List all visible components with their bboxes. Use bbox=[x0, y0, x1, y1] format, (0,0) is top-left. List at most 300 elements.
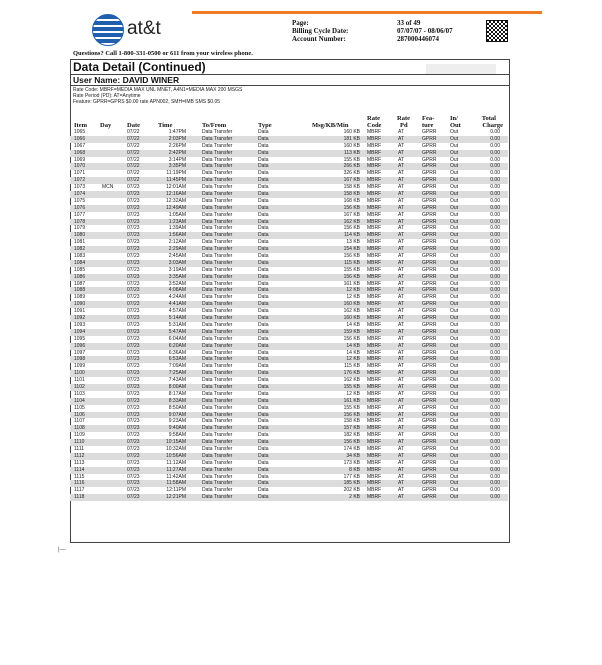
cell-msg-kb: 14 KB bbox=[346, 349, 360, 356]
cell-type: Data bbox=[258, 273, 269, 280]
cell-total: 0.00 bbox=[490, 370, 500, 377]
cell-to-from: Data Transfer bbox=[202, 349, 233, 356]
cell-feature: GPRR bbox=[422, 356, 437, 363]
cell-rate-code: MBRF bbox=[367, 439, 382, 446]
cell-total: 0.00 bbox=[490, 342, 500, 349]
cell-total: 0.00 bbox=[490, 487, 500, 494]
cell-date: 07/23 bbox=[127, 294, 140, 301]
cell-in-out: Out bbox=[450, 273, 459, 280]
cell-time: 7:25AM bbox=[168, 370, 186, 377]
col-date: Date bbox=[127, 122, 140, 129]
cell-rate-code: MBRF bbox=[367, 480, 382, 487]
cell-item: 1083 bbox=[74, 253, 86, 260]
cell-total: 0.00 bbox=[490, 232, 500, 239]
cell-msg-kb: 159 KB bbox=[343, 328, 360, 335]
cell-feature: GPRR bbox=[422, 135, 437, 142]
cell-date: 07/23 bbox=[127, 459, 140, 466]
table-row bbox=[70, 191, 508, 198]
cell-rate-code: MBRF bbox=[367, 149, 382, 156]
cell-date: 07/23 bbox=[127, 487, 140, 494]
cell-time: 2:03PM bbox=[168, 135, 186, 142]
cell-to-from: Data Transfer bbox=[202, 397, 233, 404]
cell-time: 3:35PM bbox=[168, 163, 186, 170]
cell-in-out: Out bbox=[450, 149, 459, 156]
cell-feature: GPRR bbox=[422, 487, 437, 494]
cell-msg-kb: 115 KB bbox=[343, 259, 360, 266]
cell-to-from: Data Transfer bbox=[202, 191, 233, 198]
table-row bbox=[70, 377, 508, 384]
cell-to-from: Data Transfer bbox=[202, 218, 233, 225]
cell-to-from: Data Transfer bbox=[202, 328, 233, 335]
cell-rate-pd: AT bbox=[398, 225, 405, 232]
cell-item: 1065 bbox=[74, 129, 86, 135]
cell-rate-pd: AT bbox=[398, 135, 405, 142]
cell-time: 4:57AM bbox=[168, 308, 186, 315]
cell-item: 1074 bbox=[74, 191, 86, 198]
col-rate-pd-2: Pd bbox=[400, 122, 408, 129]
cell-time: 4:08AM bbox=[168, 287, 186, 294]
cell-rate-code: MBRF bbox=[367, 225, 382, 232]
cell-rate-code: MBRF bbox=[367, 273, 382, 280]
cell-date: 07/23 bbox=[127, 315, 140, 322]
cell-total: 0.00 bbox=[490, 349, 500, 356]
cell-time: 5:47AM bbox=[168, 328, 186, 335]
cell-feature: GPRR bbox=[422, 363, 437, 370]
cell-total: 0.00 bbox=[490, 425, 500, 432]
cell-to-from: Data Transfer bbox=[202, 494, 233, 501]
cell-feature: GPRR bbox=[422, 432, 437, 439]
cell-to-from: Data Transfer bbox=[202, 370, 233, 377]
cell-rate-code: MBRF bbox=[367, 452, 382, 459]
cell-item: 1066 bbox=[74, 135, 86, 142]
cell-feature: GPRR bbox=[422, 149, 437, 156]
cell-rate-pd: AT bbox=[398, 349, 405, 356]
cell-rate-pd: AT bbox=[398, 321, 405, 328]
cell-rate-pd: AT bbox=[398, 480, 405, 487]
cell-msg-kb: 156 KB bbox=[343, 439, 360, 446]
cell-type: Data bbox=[258, 149, 269, 156]
col-inout-1: In/ bbox=[450, 115, 458, 122]
cell-rate-code: MBRF bbox=[367, 253, 382, 260]
cell-type: Data bbox=[258, 335, 269, 342]
cell-total: 0.00 bbox=[490, 184, 500, 191]
cell-time: 7:09AM bbox=[168, 363, 186, 370]
cell-item: 1093 bbox=[74, 321, 86, 328]
cell-feature: GPRR bbox=[422, 342, 437, 349]
cell-type: Data bbox=[258, 156, 269, 163]
cell-type: Data bbox=[258, 218, 269, 225]
cell-in-out: Out bbox=[450, 315, 459, 322]
cell-feature: GPRR bbox=[422, 425, 437, 432]
cell-item: 1118 bbox=[74, 494, 85, 501]
cell-total: 0.00 bbox=[490, 445, 500, 452]
table-row bbox=[70, 432, 508, 439]
cell-rate-code: MBRF bbox=[367, 356, 382, 363]
cell-in-out: Out bbox=[450, 418, 459, 425]
cell-rate-code: MBRF bbox=[367, 445, 382, 452]
table-row bbox=[70, 129, 508, 136]
cell-total: 0.00 bbox=[490, 170, 500, 177]
cell-date: 07/23 bbox=[127, 397, 140, 404]
cell-item: 1105 bbox=[74, 404, 85, 411]
cell-msg-kb: 162 KB bbox=[343, 377, 360, 384]
cell-date: 07/23 bbox=[127, 356, 140, 363]
cell-in-out: Out bbox=[450, 156, 459, 163]
table-row bbox=[70, 343, 508, 350]
cell-rate-pd: AT bbox=[398, 266, 405, 273]
cell-rate-pd: AT bbox=[398, 418, 405, 425]
cell-total: 0.00 bbox=[490, 218, 500, 225]
cell-in-out: Out bbox=[450, 356, 459, 363]
cell-time: 2:12AM bbox=[168, 239, 186, 246]
cell-rate-code: MBRF bbox=[367, 377, 382, 384]
cell-rate-pd: AT bbox=[398, 301, 405, 308]
account-number-value: 287000446074 bbox=[397, 35, 439, 43]
col-rate-code-2: Code bbox=[367, 122, 382, 129]
cell-time: 3:35AM bbox=[168, 273, 186, 280]
table-row bbox=[70, 336, 508, 343]
cell-msg-kb: 12 KB bbox=[346, 390, 360, 397]
table-row bbox=[70, 315, 508, 322]
cell-time: 12:49AM bbox=[165, 204, 186, 211]
cell-total: 0.00 bbox=[490, 494, 500, 501]
table-row bbox=[70, 143, 508, 150]
cell-total: 0.00 bbox=[490, 308, 500, 315]
cell-to-from: Data Transfer bbox=[202, 363, 233, 370]
cell-time: 6:04AM bbox=[168, 335, 186, 342]
cell-item: 1116 bbox=[74, 480, 85, 487]
cell-to-from: Data Transfer bbox=[202, 432, 233, 439]
cell-to-from: Data Transfer bbox=[202, 135, 233, 142]
cell-in-out: Out bbox=[450, 204, 459, 211]
cell-msg-kb: 162 KB bbox=[343, 308, 360, 315]
cell-feature: GPRR bbox=[422, 287, 437, 294]
cell-type: Data bbox=[258, 397, 269, 404]
cell-msg-kb: 8 KB bbox=[349, 466, 360, 473]
cell-date: 07/22 bbox=[127, 177, 140, 184]
cell-item: 1096 bbox=[74, 342, 86, 349]
cell-to-from: Data Transfer bbox=[202, 445, 233, 452]
cell-msg-kb: 155 KB bbox=[343, 266, 360, 273]
cell-item: 1080 bbox=[74, 232, 86, 239]
cell-msg-kb: 161 KB bbox=[343, 280, 360, 287]
cell-to-from: Data Transfer bbox=[202, 308, 233, 315]
cell-feature: GPRR bbox=[422, 439, 437, 446]
cell-item: 1108 bbox=[74, 425, 85, 432]
cell-type: Data bbox=[258, 301, 269, 308]
cell-msg-kb: 167 KB bbox=[343, 177, 360, 184]
cell-to-from: Data Transfer bbox=[202, 149, 233, 156]
cell-rate-code: MBRF bbox=[367, 177, 382, 184]
cell-type: Data bbox=[258, 349, 269, 356]
cell-rate-code: MBRF bbox=[367, 363, 382, 370]
table-row bbox=[70, 474, 508, 481]
cell-total: 0.00 bbox=[490, 246, 500, 253]
cell-feature: GPRR bbox=[422, 321, 437, 328]
cell-to-from: Data Transfer bbox=[202, 473, 233, 480]
cell-item: 1069 bbox=[74, 156, 86, 163]
cell-to-from: Data Transfer bbox=[202, 225, 233, 232]
table-row bbox=[70, 467, 508, 474]
cell-time: 11:19PM bbox=[166, 170, 186, 177]
cell-rate-pd: AT bbox=[398, 363, 405, 370]
cell-to-from: Data Transfer bbox=[202, 266, 233, 273]
cell-feature: GPRR bbox=[422, 301, 437, 308]
cell-total: 0.00 bbox=[490, 377, 500, 384]
col-inout-2: Out bbox=[450, 122, 461, 129]
cell-time: 1:56AM bbox=[168, 232, 186, 239]
cell-item: 1097 bbox=[74, 349, 86, 356]
table-row bbox=[70, 184, 508, 191]
cell-rate-code: MBRF bbox=[367, 335, 382, 342]
col-type: Type bbox=[258, 122, 272, 129]
cell-date: 07/23 bbox=[127, 418, 140, 425]
cell-type: Data bbox=[258, 494, 269, 501]
cell-time: 5:14AM bbox=[168, 315, 186, 322]
cell-to-from: Data Transfer bbox=[202, 239, 233, 246]
account-number-label: Account Number: bbox=[292, 35, 346, 43]
cell-in-out: Out bbox=[450, 232, 459, 239]
cell-to-from: Data Transfer bbox=[202, 177, 233, 184]
cell-feature: GPRR bbox=[422, 225, 437, 232]
cell-time: 12:11PM bbox=[166, 487, 186, 494]
user-name: User Name: DAVID WINER bbox=[73, 75, 180, 85]
cell-feature: GPRR bbox=[422, 239, 437, 246]
cell-time: 2:42PM bbox=[168, 149, 186, 156]
cell-time: 12:16AM bbox=[165, 191, 186, 198]
cell-item: 1088 bbox=[74, 287, 86, 294]
cell-msg-kb: 156 KB bbox=[343, 225, 360, 232]
cell-feature: GPRR bbox=[422, 218, 437, 225]
cell-msg-kb: 12 KB bbox=[346, 287, 360, 294]
cell-rate-code: MBRF bbox=[367, 211, 382, 218]
table-row bbox=[70, 239, 508, 246]
cell-rate-pd: AT bbox=[398, 232, 405, 239]
cell-feature: GPRR bbox=[422, 328, 437, 335]
table-row bbox=[70, 260, 508, 267]
cell-total: 0.00 bbox=[490, 197, 500, 204]
cell-total: 0.00 bbox=[490, 390, 500, 397]
cell-to-from: Data Transfer bbox=[202, 184, 233, 191]
cell-type: Data bbox=[258, 390, 269, 397]
cell-date: 07/23 bbox=[127, 335, 140, 342]
cell-time: 3:52AM bbox=[168, 280, 186, 287]
cell-date: 07/23 bbox=[127, 425, 140, 432]
page-edge-mark: |— bbox=[58, 547, 66, 553]
cell-rate-pd: AT bbox=[398, 411, 405, 418]
cell-date: 07/23 bbox=[127, 197, 140, 204]
cell-date: 07/23 bbox=[127, 342, 140, 349]
cell-time: 9:58AM bbox=[168, 432, 186, 439]
cell-to-from: Data Transfer bbox=[202, 129, 233, 135]
cell-feature: GPRR bbox=[422, 170, 437, 177]
cell-total: 0.00 bbox=[490, 404, 500, 411]
cell-msg-kb: 202 KB bbox=[343, 487, 360, 494]
cell-type: Data bbox=[258, 239, 269, 246]
cell-total: 0.00 bbox=[490, 315, 500, 322]
cell-in-out: Out bbox=[450, 239, 459, 246]
cell-to-from: Data Transfer bbox=[202, 425, 233, 432]
cell-in-out: Out bbox=[450, 246, 459, 253]
cell-feature: GPRR bbox=[422, 377, 437, 384]
cell-rate-code: MBRF bbox=[367, 259, 382, 266]
col-time: Time bbox=[158, 122, 173, 129]
cell-type: Data bbox=[258, 315, 269, 322]
cell-total: 0.00 bbox=[490, 363, 500, 370]
cell-in-out: Out bbox=[450, 404, 459, 411]
cell-type: Data bbox=[258, 259, 269, 266]
cell-rate-code: MBRF bbox=[367, 425, 382, 432]
cell-rate-code: MBRF bbox=[367, 280, 382, 287]
cell-date: 07/23 bbox=[127, 218, 140, 225]
col-total-2: Charge bbox=[482, 122, 503, 129]
table-row bbox=[70, 480, 508, 487]
cell-date: 07/22 bbox=[127, 170, 140, 177]
cell-to-from: Data Transfer bbox=[202, 287, 233, 294]
cell-total: 0.00 bbox=[490, 204, 500, 211]
cell-in-out: Out bbox=[450, 163, 459, 170]
cell-rate-code: MBRF bbox=[367, 321, 382, 328]
cell-type: Data bbox=[258, 487, 269, 494]
cell-type: Data bbox=[258, 294, 269, 301]
cell-in-out: Out bbox=[450, 349, 459, 356]
cell-in-out: Out bbox=[450, 363, 459, 370]
cell-to-from: Data Transfer bbox=[202, 142, 233, 149]
cell-total: 0.00 bbox=[490, 259, 500, 266]
cell-feature: GPRR bbox=[422, 142, 437, 149]
cell-rate-pd: AT bbox=[398, 253, 405, 260]
cell-in-out: Out bbox=[450, 218, 459, 225]
cell-total: 0.00 bbox=[490, 287, 500, 294]
cell-total: 0.00 bbox=[490, 335, 500, 342]
cell-msg-kb: 14 KB bbox=[346, 321, 360, 328]
cell-rate-pd: AT bbox=[398, 142, 405, 149]
cell-rate-pd: AT bbox=[398, 197, 405, 204]
cell-time: 12:21PM bbox=[165, 494, 186, 501]
table-row bbox=[70, 301, 508, 308]
cell-to-from: Data Transfer bbox=[202, 273, 233, 280]
cell-total: 0.00 bbox=[490, 301, 500, 308]
cell-feature: GPRR bbox=[422, 184, 437, 191]
cell-item: 1100 bbox=[74, 370, 85, 377]
table-row bbox=[70, 136, 508, 143]
cell-rate-code: MBRF bbox=[367, 163, 382, 170]
cell-total: 0.00 bbox=[490, 432, 500, 439]
cell-date: 07/23 bbox=[127, 211, 140, 218]
cell-feature: GPRR bbox=[422, 383, 437, 390]
cell-to-from: Data Transfer bbox=[202, 204, 233, 211]
cell-feature: GPRR bbox=[422, 466, 437, 473]
cell-feature: GPRR bbox=[422, 191, 437, 198]
cell-type: Data bbox=[258, 370, 269, 377]
cell-msg-kb: 2 KB bbox=[349, 494, 360, 501]
cell-item: 1078 bbox=[74, 218, 86, 225]
cell-in-out: Out bbox=[450, 294, 459, 301]
table-row bbox=[70, 267, 508, 274]
cell-time: 1:23AM bbox=[168, 218, 186, 225]
col-feature-2: ture bbox=[422, 122, 434, 129]
cell-rate-code: MBRF bbox=[367, 473, 382, 480]
cell-msg-kb: 156 KB bbox=[343, 204, 360, 211]
cell-type: Data bbox=[258, 363, 269, 370]
table-row bbox=[70, 308, 508, 315]
cell-to-from: Data Transfer bbox=[202, 301, 233, 308]
cell-rate-pd: AT bbox=[398, 356, 405, 363]
cell-rate-pd: AT bbox=[398, 473, 405, 480]
cell-total: 0.00 bbox=[490, 383, 500, 390]
cell-rate-code: MBRF bbox=[367, 349, 382, 356]
cell-in-out: Out bbox=[450, 390, 459, 397]
cell-rate-pd: AT bbox=[398, 184, 405, 191]
table-row bbox=[70, 384, 508, 391]
cell-rate-pd: AT bbox=[398, 377, 405, 384]
cell-time: 2:45AM bbox=[168, 253, 186, 260]
brand-logo: at&t bbox=[127, 18, 161, 39]
cell-rate-code: MBRF bbox=[367, 404, 382, 411]
cell-feature: GPRR bbox=[422, 246, 437, 253]
cell-feature: GPRR bbox=[422, 163, 437, 170]
cell-date: 07/23 bbox=[127, 308, 140, 315]
cell-rate-code: MBRF bbox=[367, 383, 382, 390]
cell-rate-code: MBRF bbox=[367, 418, 382, 425]
cell-date: 07/23 bbox=[127, 287, 140, 294]
cell-feature: GPRR bbox=[422, 273, 437, 280]
cell-time: 10:15AM bbox=[165, 439, 186, 446]
cell-type: Data bbox=[258, 377, 269, 384]
cell-rate-pd: AT bbox=[398, 459, 405, 466]
table-row bbox=[70, 287, 508, 294]
col-msg: Msg/KB/Min bbox=[312, 122, 349, 129]
cell-type: Data bbox=[258, 432, 269, 439]
cell-time: 6:36AM bbox=[168, 349, 186, 356]
cell-rate-pd: AT bbox=[398, 439, 405, 446]
cell-rate-pd: AT bbox=[398, 191, 405, 198]
cell-in-out: Out bbox=[450, 177, 459, 184]
cell-time: 11:42AM bbox=[166, 473, 186, 480]
cell-type: Data bbox=[258, 232, 269, 239]
cell-msg-kb: 13 KB bbox=[346, 239, 360, 246]
cell-in-out: Out bbox=[450, 397, 459, 404]
col-feature-1: Fea- bbox=[422, 115, 435, 122]
cell-rate-pd: AT bbox=[398, 163, 405, 170]
cell-rate-pd: AT bbox=[398, 129, 405, 135]
cell-date: 07/23 bbox=[127, 432, 140, 439]
cell-rate-code: MBRF bbox=[367, 197, 382, 204]
table-row bbox=[70, 363, 508, 370]
cell-feature: GPRR bbox=[422, 280, 437, 287]
cell-to-from: Data Transfer bbox=[202, 480, 233, 487]
page-label: Page: bbox=[292, 19, 309, 27]
cell-type: Data bbox=[258, 266, 269, 273]
cell-time: 6:20AM bbox=[168, 342, 186, 349]
cell-rate-code: MBRF bbox=[367, 142, 382, 149]
table-row bbox=[70, 322, 508, 329]
cell-msg-kb: 114 KB bbox=[343, 232, 360, 239]
cell-rate-pd: AT bbox=[398, 487, 405, 494]
cell-msg-kb: 115 KB bbox=[343, 363, 360, 370]
cell-feature: GPRR bbox=[422, 253, 437, 260]
cell-feature: GPRR bbox=[422, 259, 437, 266]
cell-type: Data bbox=[258, 439, 269, 446]
cell-time: 10:56AM bbox=[165, 452, 186, 459]
cell-rate-code: MBRF bbox=[367, 246, 382, 253]
cell-msg-kb: 182 KB bbox=[343, 432, 360, 439]
cell-in-out: Out bbox=[450, 170, 459, 177]
cell-rate-pd: AT bbox=[398, 404, 405, 411]
cell-time: 8:00AM bbox=[168, 383, 186, 390]
table-row bbox=[70, 460, 508, 467]
cell-to-from: Data Transfer bbox=[202, 321, 233, 328]
